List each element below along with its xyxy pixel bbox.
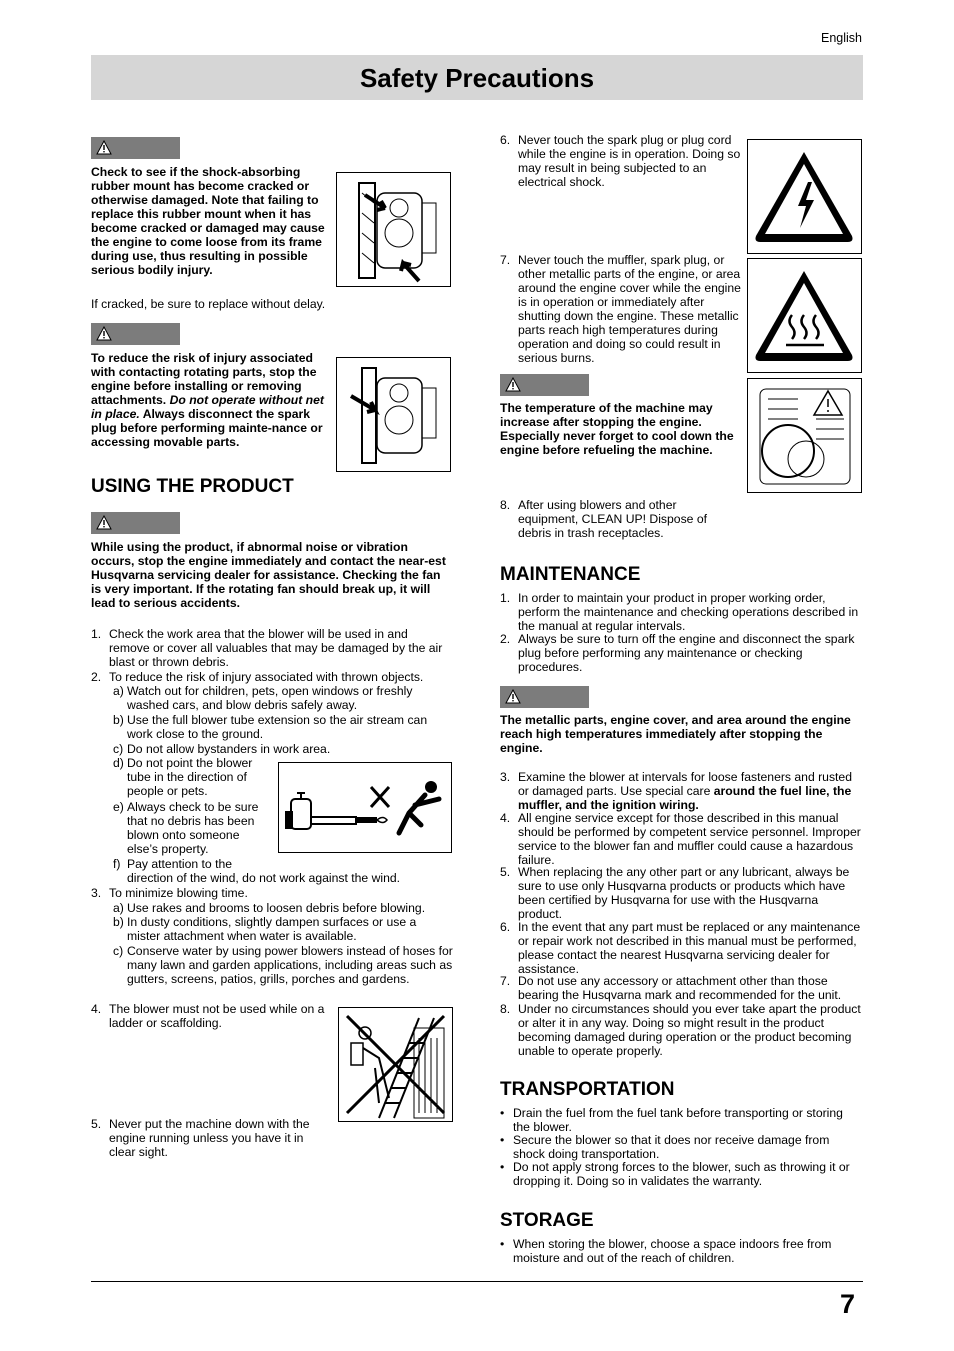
list-item: 4. All engine service except for those described in this manual should be performed by competent service personnel. Improper service to the blower fan and muffler could cause a hazardous failure.: [500, 811, 861, 867]
list-subitem: b) Use the full blower tube extension so the air stream can work close to the ground.: [113, 713, 428, 741]
warning-triangle-icon: [505, 689, 521, 704]
bullet-item: • Do not apply strong forces to the blower, such as throwing it or dropping it. Doing so in validates the warranty.: [500, 1160, 850, 1188]
list-subitem: a) Watch out for children, pets, open windows or freshly washed cars, and blow debris safely away.: [113, 684, 413, 712]
list-item: 3. To minimize blowing time.: [91, 886, 248, 900]
list-subitem: c) Do not allow bystanders in work area.: [113, 742, 331, 756]
bullet-item: • When storing the blower, choose a space indoors free from moisture and out of the reach of children.: [500, 1237, 832, 1265]
warning-label: [500, 686, 589, 708]
list-item: 6. Never touch the spark plug or plug cord while the engine is in operation. Doing so may result in being subjected to an electrical shock.: [500, 133, 741, 189]
list-item: 2. To reduce the risk of injury associated with thrown objects.: [91, 670, 424, 684]
list-item: 4. The blower must not be used while on a ladder or scaffolding.: [91, 1002, 325, 1030]
warning-text: To reduce the risk of injury associated with contacting rotating parts, stop the engine before installing or removing attachments. Do not operate without net in place. Always disconnect the spark plug before performing mainte-nance or accessing movable parts.: [91, 351, 324, 449]
list-item: 8. Under no circumstances should you ever take apart the product or alter it in any way. Doing so might result in the product becoming damaged during operation or the product becoming unable to operate properly.: [500, 1002, 861, 1058]
list-item: 3. Examine the blower at intervals for loose fasteners and rusted or damaged parts. Use special care around the fuel line, the muffler, and the ignition wiring.: [500, 770, 852, 812]
section-heading-maintenance: MAINTENANCE: [500, 564, 641, 585]
section-heading-storage: STORAGE: [500, 1210, 594, 1231]
page-title: Safety Precautions: [359, 63, 595, 93]
list-item: 8. After using blowers and other equipment, CLEAN UP! Dispose of debris in trash receptacles.: [500, 498, 707, 540]
no-blowing-at-people-illustration: [278, 762, 452, 853]
list-item: 1. In order to maintain your product in proper working order, perform the maintenance and checking operations described in the manual at regular intervals.: [500, 591, 859, 633]
warning-text: The metallic parts, engine cover, and area around the engine reach high temperatures immediately after stopping the engine.: [500, 713, 851, 755]
list-subitem: e) Always check to be sure that no debris has been blown onto someone else’s property.: [113, 800, 259, 856]
title-bar: [91, 55, 863, 100]
section-heading-transportation: TRANSPORTATION: [500, 1079, 675, 1100]
list-item: 5. When replacing the any other part or any lubricant, always be sure to use only Husqvarna products or products which have been certified by Husqvarna for use with the Husqvarna product.: [500, 865, 850, 921]
list-subitem: c) Conserve water by using power blowers instead of hoses for many lawn and garden applications, including areas such as gutters, screens, patios, grills, porches and gardens.: [113, 944, 453, 986]
page-number: 7: [840, 1289, 856, 1319]
list-subitem: d) Do not point the blower tube in the direction of people or pets.: [113, 756, 253, 798]
warning-text: Check to see if the shock-absorbing rubber mount has become cracked or otherwise damaged. Note that failing to replace this rubber mount when it has become cracked or damaged may cause the engine to come loose from its frame during use, thus resulting in possible serious bodily injury.: [91, 165, 325, 277]
footer-divider: [91, 1281, 863, 1282]
electric-shock-symbol: [747, 139, 862, 254]
warning-label: [91, 137, 180, 159]
warning-triangle-icon: [505, 377, 521, 392]
list-subitem: b) In dusty conditions, slightly dampen surfaces or use a mister attachment when water is available.: [113, 915, 417, 943]
list-subitem: f) Pay attention to the direction of the wind, do not work against the wind.: [113, 857, 401, 885]
no-ladder-illustration: [338, 1007, 453, 1122]
list-item: 6. In the event that any part must be replaced or any maintenance or repair work not described in this manual must be performed, please contact the nearest Husqvarna servicing dealer for assistance.: [500, 920, 861, 976]
list-item: 7. Do not use any accessory or attachment other than those bearing the Husqvarna mark and recommended for the unit.: [500, 974, 842, 1002]
rotating-parts-illustration: [336, 357, 451, 472]
warning-text: While using the product, if abnormal noise or vibration occurs, stop the engine immediately and contact the near-est Husqvarna servicing dealer for assistance. Checking the fan is very important. If the rotating fan should break up, it will lead to serious accidents.: [91, 540, 446, 610]
warning-triangle-icon: [96, 515, 112, 530]
warning-label: [91, 512, 180, 534]
list-item: 2. Always be sure to turn off the engine and disconnect the spark plug before performing any maintenance or checking procedures.: [500, 632, 855, 674]
list-item: 7. Never touch the muffler, spark plug, or other metallic parts of the engine, or area around the engine cover while the engine is in operation or immediately after shutting down the engine. These metallic parts reach high temperatures during operation and doing so could result in serious burns.: [500, 253, 741, 365]
warning-text: The temperature of the machine may increase after stopping the engine. Especially never forget to cool down the engine before refueling the machine.: [500, 401, 734, 457]
rubber-mount-illustration: [336, 172, 451, 287]
warning-triangle-icon: [96, 140, 112, 155]
replace-note: If cracked, be sure to replace without delay.: [91, 297, 326, 311]
bullet-item: • Drain the fuel from the fuel tank before transporting or storing the blower.: [500, 1106, 843, 1134]
warning-label: [91, 323, 180, 345]
section-heading-using: USING THE PRODUCT: [91, 476, 294, 497]
hot-surface-symbol: [747, 258, 862, 373]
warning-label: [500, 374, 589, 396]
bullet-item: • Secure the blower so that it does nor receive damage from shock doing transportation.: [500, 1133, 830, 1161]
list-item: 5. Never put the machine down with the engine running unless you have it in clear sight.: [91, 1117, 310, 1159]
language-label: English: [821, 31, 862, 45]
hot-engine-illustration: [747, 378, 862, 493]
warning-triangle-icon: [96, 326, 112, 341]
list-subitem: a) Use rakes and brooms to loosen debris before blowing.: [113, 901, 426, 915]
list-item: 1. Check the work area that the blower will be used in and remove or cover all valuables that may be damaged by the air blast or thrown debris.: [91, 627, 443, 669]
